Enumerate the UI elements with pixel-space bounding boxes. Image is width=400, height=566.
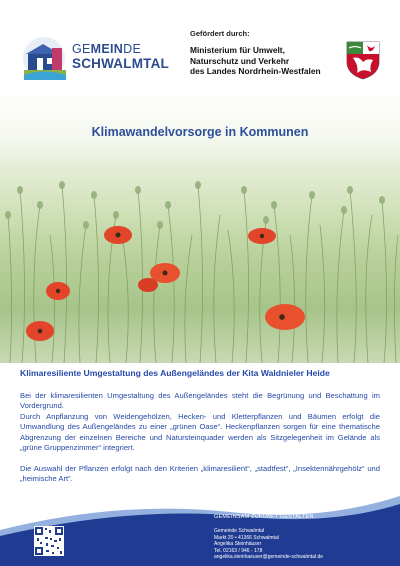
ministry-line: des Landes Nordrhein-Westfalen xyxy=(190,66,321,76)
nrw-crest-icon xyxy=(345,40,381,80)
paragraph: Die Auswahl der Pflanzen erfolgt nach den Kriterien „klimaresilient“, „stadtfest“, „Insektennährgehölz“ und „heimische Art“. xyxy=(20,464,380,484)
ministry-line: Ministerium für Umwelt, xyxy=(190,45,285,55)
footer-slogan: GEMEINSAM ZUKUNFT GESTALTEN xyxy=(214,514,314,520)
funded-by-label: Gefördert durch: xyxy=(190,29,250,38)
contact-block xyxy=(214,528,323,561)
paragraph: Durch Anpflanzung von Weidengehölzen, Hecken- und Kletterpflanzen und Bäumen erfolgt die Umwandlung des Außengeländes zu einer „grünen Oase“. Heckenpflanzen sorgen für eine thematische Abgrenzung der einzelnen Bereiche und Natursteinquader werden als Sitzgelegenheit im Gelände als „grüne Gruppenzimmer“ integriert. xyxy=(20,412,380,452)
header xyxy=(0,0,400,95)
logo-line2: SCHWALMTAL xyxy=(72,56,169,71)
hero-image xyxy=(0,95,400,363)
gemeinde-logo[interactable] xyxy=(22,36,172,80)
contact-line: Gemeinde Schwalmtal xyxy=(214,528,265,534)
logo-wordmark xyxy=(72,42,169,72)
paragraph: Bei der klimaresilienten Umgestaltung des Außengeländes steht die Begrünung und Beschattung im Vordergrund. xyxy=(20,391,380,411)
gemeinde-logo-icon xyxy=(22,36,68,80)
ministry-line: Naturschutz und Verkehr xyxy=(190,55,290,66)
poppy-flowers xyxy=(26,226,305,341)
hero-title: Klimawandelvorsorge in Kommunen xyxy=(91,125,309,139)
contact-line: Markt 20 • 41366 Schwalmtal xyxy=(214,534,279,541)
ministry-name xyxy=(190,45,340,77)
section-heading: Klimaresiliente Umgestaltung des Außengeländes der Kita Waldnieler Heide xyxy=(20,368,330,378)
qr-code-icon[interactable] xyxy=(34,526,64,556)
contact-line: Angelika Steinhäuser xyxy=(214,541,262,548)
logo-line1: GEMEINDE xyxy=(72,42,142,56)
contact-phone[interactable]: Tel. 02163 / 946 - 178 xyxy=(214,547,263,554)
contact-email[interactable]: angelika.steinhaeuser@gemeinde-schwalmtal.de xyxy=(214,554,324,561)
